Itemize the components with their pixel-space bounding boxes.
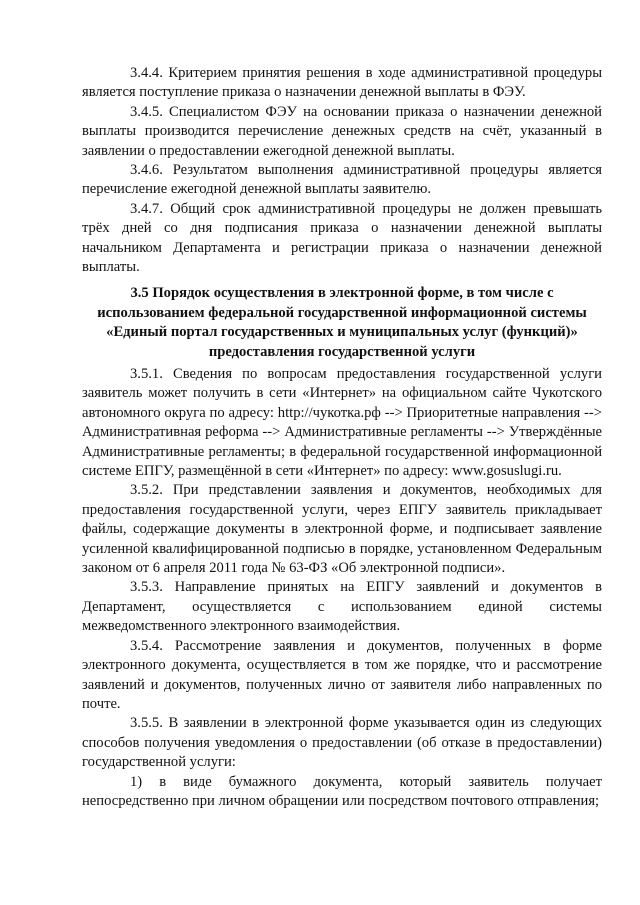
paragraph-3-4-5: 3.4.5. Специалистом ФЭУ на основании приказа о назначении денежной выплаты производится перечисление денежных средств на счёт, указанный в заявлении о предоставлении ежегодной денежной выплаты. bbox=[82, 103, 602, 159]
paragraph-3-5-5: 3.5.5. В заявлении в электронной форме указывается один из следующих способов получения уведомления о предоставлении (об отказе в предоставлении) государственной услуги: bbox=[82, 715, 602, 771]
paragraph-3-5-4: 3.5.4. Рассмотрение заявления и документов, полученных в форме электронного документа, осуществляется в том же порядке, что и рассмотрение заявлений и документов, полученных лично от заявителя либо направленных по почте. bbox=[82, 637, 602, 712]
section-heading: 3.5 Порядок осуществления в электронной форме, в том числе с использованием федеральной государственной информационной системы «Единый портал государственных и муниципальных услуг (функций)» предоставления государственной услуги bbox=[97, 285, 587, 360]
section-3-5-body bbox=[82, 365, 602, 811]
section-3-5-heading-block bbox=[82, 284, 602, 362]
paragraph-3-5-3: 3.5.3. Направление принятых на ЕПГУ заявлений и документов в Департамент, осуществляется с использованием единой системы межведомственного электронного взаимодействия. bbox=[82, 579, 602, 635]
paragraph-3-4-6: 3.4.6. Результатом выполнения административной процедуры является перечисление ежегодной денежной выплаты заявителю. bbox=[82, 162, 602, 198]
section-3-4-continuation bbox=[82, 64, 602, 277]
list-item-1: 1) в виде бумажного документа, который заявитель получает непосредственно при личном обращении или посредством почтового отправления; bbox=[82, 773, 602, 809]
paragraph-3-4-7: 3.4.7. Общий срок административной процедуры не должен превышать трёх дней со дня подписания приказа о назначении денежной выплаты начальником Департамента и регистрации приказа о назначении денежной выплаты. bbox=[82, 200, 602, 276]
paragraph-3-5-2: 3.5.2. При представлении заявления и документов, необходимых для предоставления государственной услуги, через ЕПГУ заявитель прикладывает файлы, содержащие документы в электронной форме, и подписывает заявление усиленной квалифицированной подписью в порядке, установленном Федеральным законом от 6 апреля 2011 года № 63-ФЗ «Об электронной подписи». bbox=[82, 482, 602, 577]
paragraph-3-4-4: 3.4.4. Критерием принятия решения в ходе административной процедуры является поступление приказа о назначении денежной выплаты в ФЭУ. bbox=[82, 65, 602, 101]
paragraph-3-5-1: 3.5.1. Сведения по вопросам предоставления государственной услуги заявитель может получить в сети «Интернет» на официальном сайте Чукотского автономного округа по адресу: http://чукотка.рф --> Приоритетные направления --> Административная реформа --> Административные регламенты --> Утверждённые Административные регламенты; в федеральной государственной информационной системе ЕПГУ, размещённой в сети «Интернет» по адресу: www.gosuslugi.ru. bbox=[82, 366, 602, 480]
